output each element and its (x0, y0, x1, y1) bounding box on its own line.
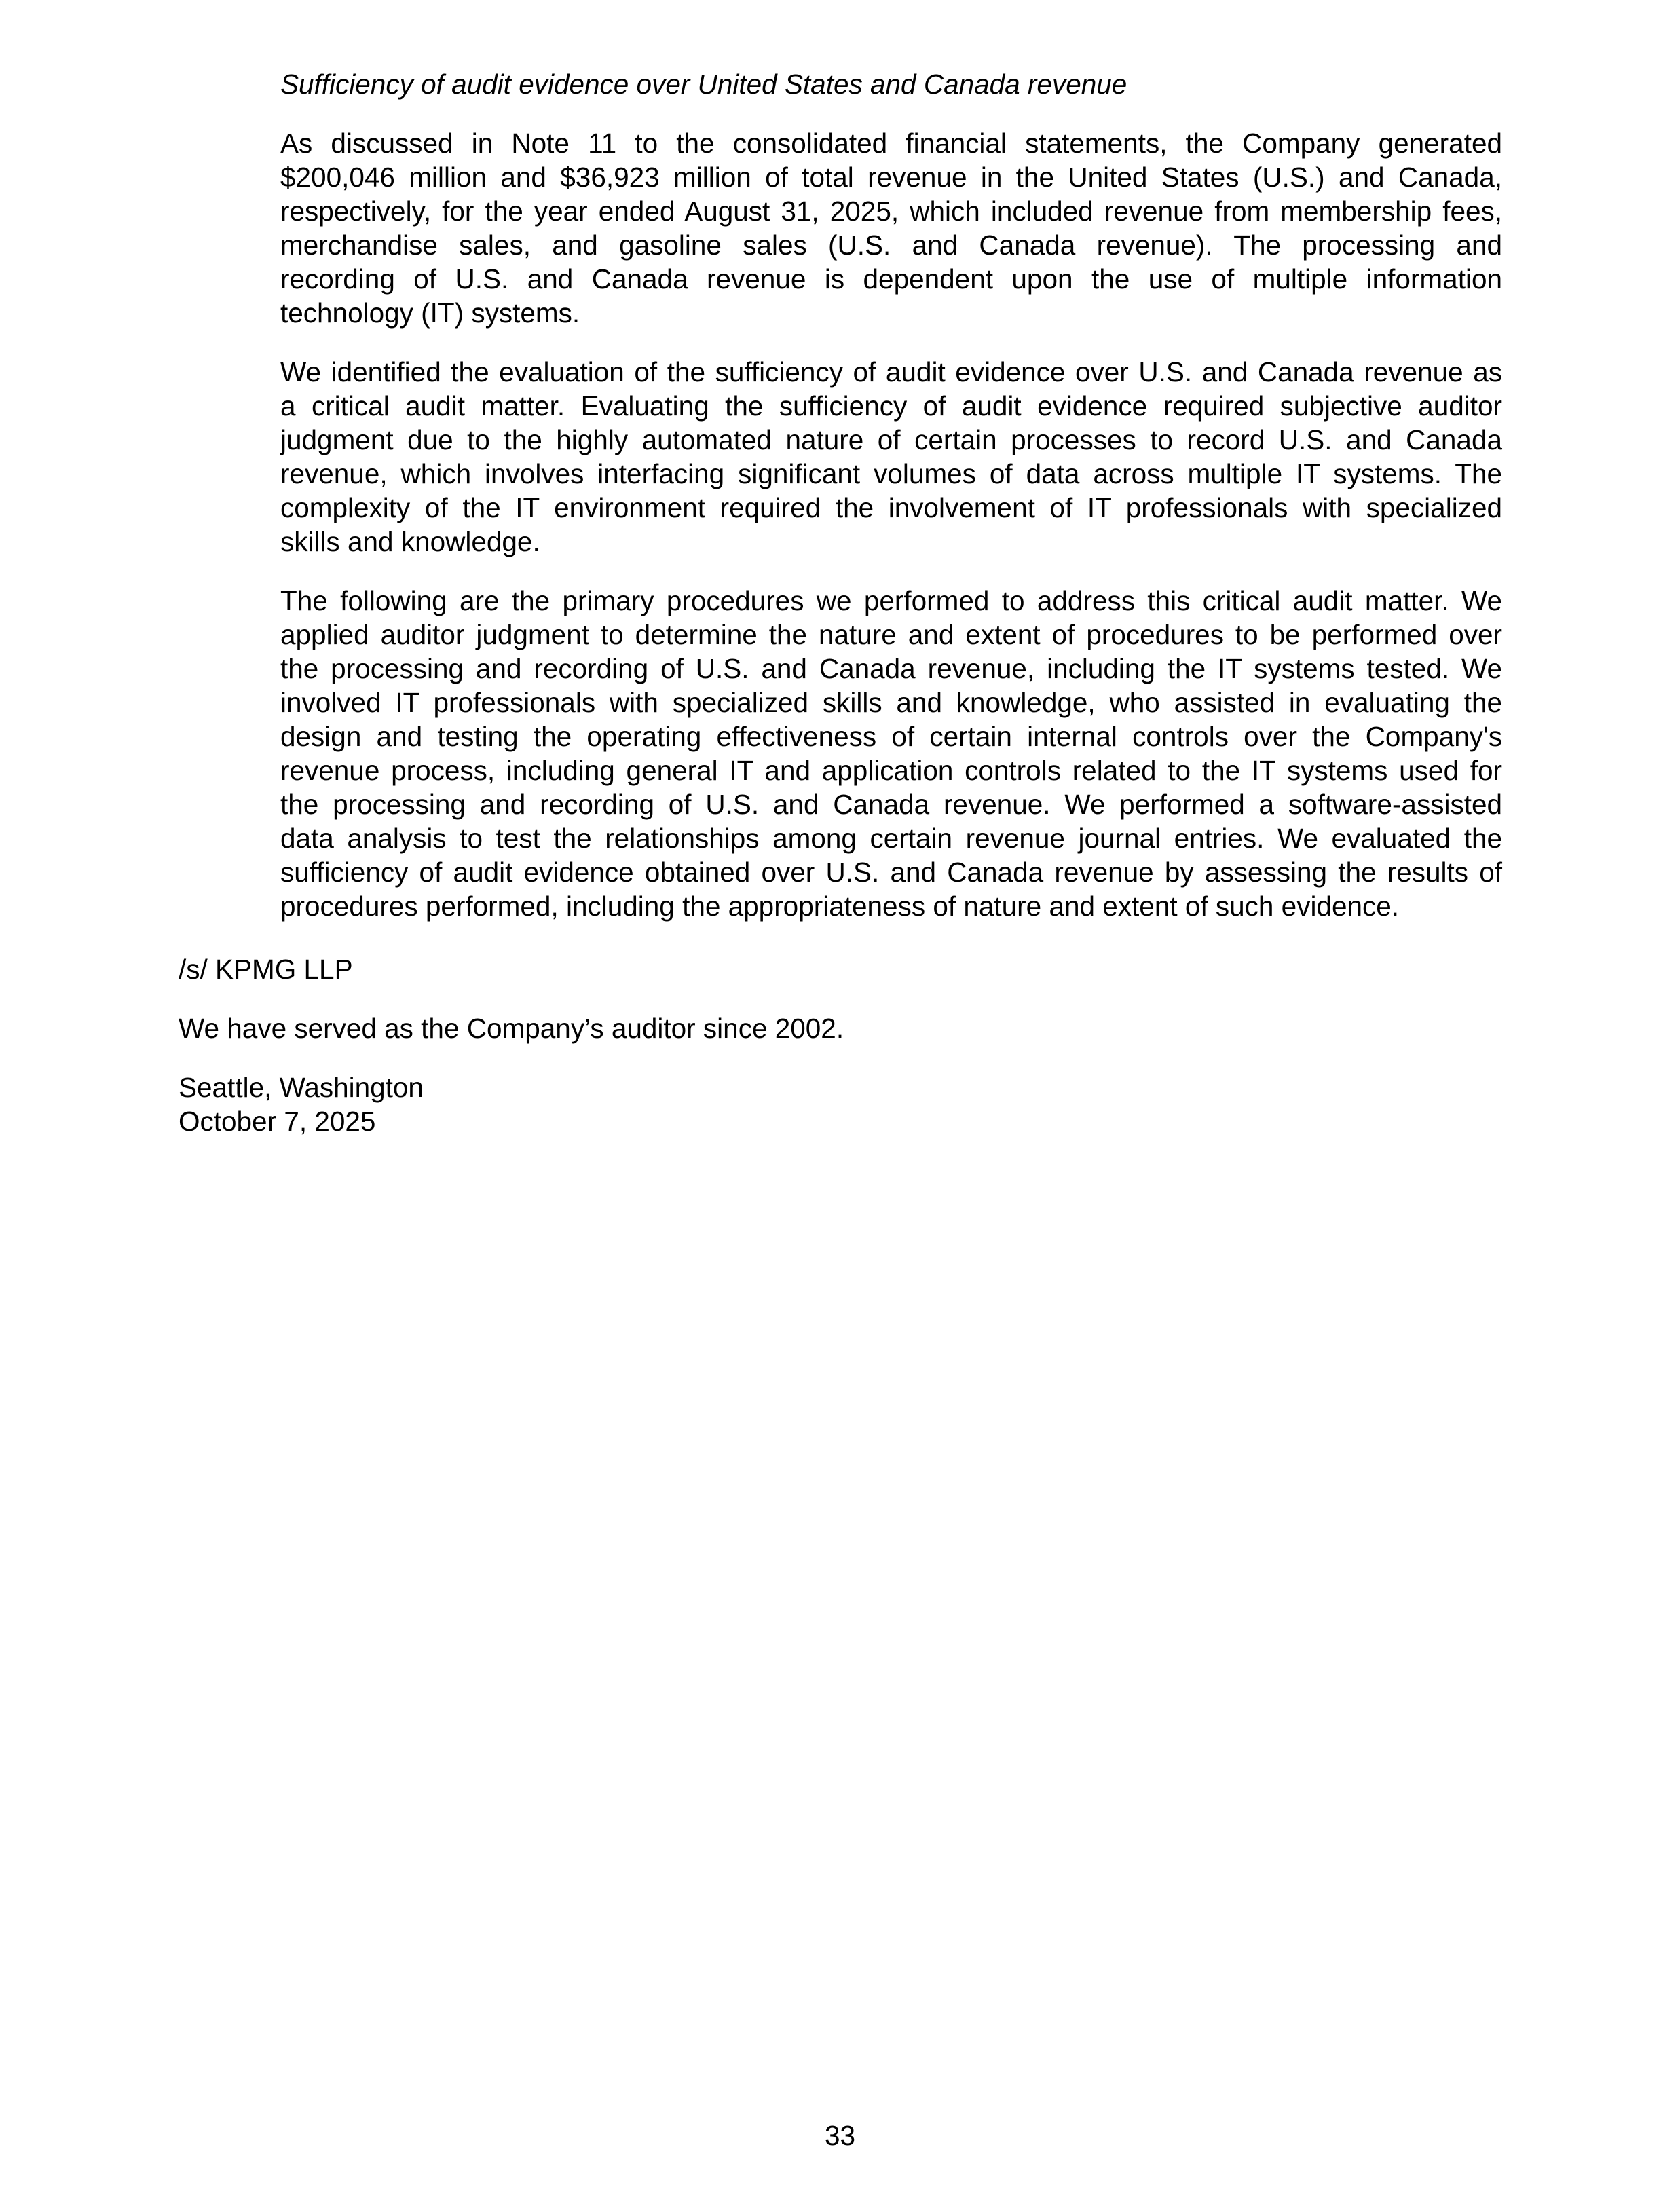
critical-audit-matter-section (280, 67, 1502, 923)
paragraph-line: a critical audit matter. Evaluating the sufficiency of audit evidence required subjective auditor (280, 390, 1502, 422)
paragraph-line: the processing and recording of U.S. and Canada revenue, including the IT systems tested. We (280, 653, 1502, 684)
paragraph-line: complexity of the IT environment required the involvement of IT professionals with specialized (280, 492, 1502, 523)
paragraph-line: recording of U.S. and Canada revenue is dependent upon the use of multiple information (280, 263, 1502, 295)
paragraph-line: the processing and recording of U.S. and Canada revenue. We performed a software-assisted (280, 789, 1502, 820)
paragraph-line: data analysis to test the relationships among certain revenue journal entries. We evaluated the (280, 823, 1502, 854)
paragraph-line: involved IT professionals with specialized skills and knowledge, who assisted in evaluating the (280, 687, 1502, 718)
paragraph-line: We identified the evaluation of the sufficiency of audit evidence over U.S. and Canada revenue as (280, 356, 1502, 388)
paragraph-line: As discussed in Note 11 to the consolidated financial statements, the Company generated (280, 128, 1502, 159)
paragraph-line: The following are the primary procedures we performed to address this critical audit matter. We (280, 585, 1502, 616)
paragraph-line: revenue process, including general IT and application controls related to the IT systems used for (280, 755, 1502, 786)
paragraph-line: sufficiency of audit evidence obtained over U.S. and Canada revenue by assessing the results of (280, 857, 1502, 888)
paragraph-line: merchandise sales, and gasoline sales (U.S. and Canada revenue). The processing and (280, 229, 1502, 261)
auditor-tenure-statement: We have served as the Company’s auditor since 2002. (179, 1013, 844, 1044)
paragraph-line: judgment due to the highly automated nature of certain processes to record U.S. and Canada (280, 424, 1502, 455)
auditor-signature: /s/ KPMG LLP (179, 954, 353, 985)
paragraph-line: design and testing the operating effectiveness of certain internal controls over the Company's (280, 721, 1502, 752)
description-paragraph (280, 126, 1502, 330)
paragraph-line: respectively, for the year ended August 31, 2025, which included revenue from membership fees, (280, 195, 1502, 227)
procedures-paragraph (280, 584, 1502, 923)
signature-section (179, 952, 1468, 1163)
identification-paragraph (280, 355, 1502, 559)
critical-audit-matter-heading: Sufficiency of audit evidence over United States and Canada revenue (280, 69, 1127, 100)
location-and-date (179, 1070, 1468, 1138)
paragraph-line: $200,046 million and $36,923 million of total revenue in the United States (U.S.) and Canada, (280, 162, 1502, 193)
paragraph-line: revenue, which involves interfacing significant volumes of data across multiple IT systems. The (280, 458, 1502, 489)
paragraph-line: skills and knowledge. (280, 526, 540, 557)
paragraph-line: technology (IT) systems. (280, 297, 580, 329)
paragraph-line: procedures performed, including the appropriateness of nature and extent of such evidence. (280, 891, 1400, 922)
report-date: October 7, 2025 (179, 1106, 376, 1137)
report-location: Seattle, Washington (179, 1072, 424, 1103)
page-number: 33 (824, 2120, 856, 2151)
paragraph-line: applied auditor judgment to determine the nature and extent of procedures to be performed over (280, 619, 1502, 650)
